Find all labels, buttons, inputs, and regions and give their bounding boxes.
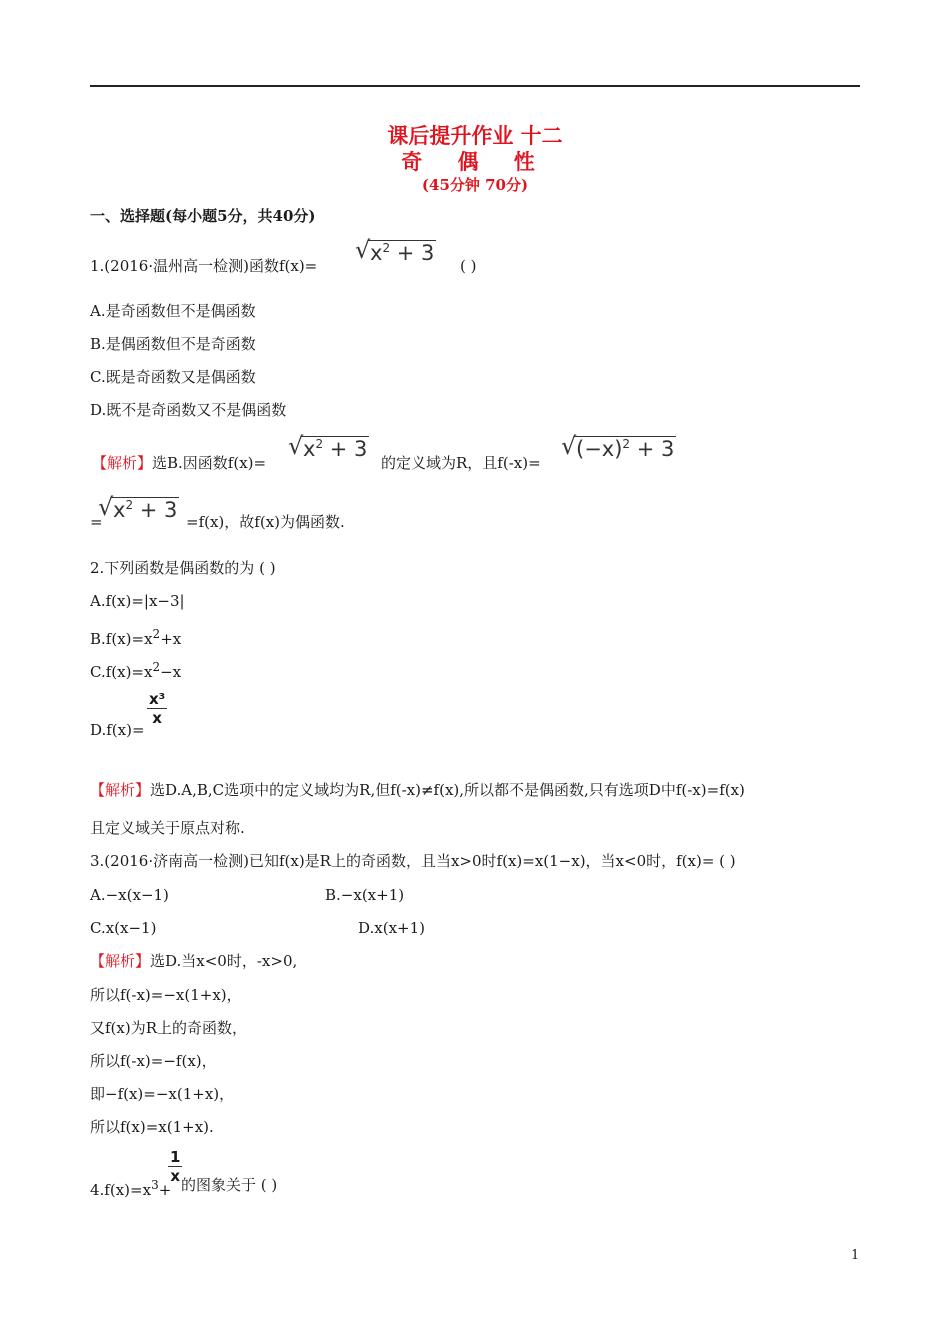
q3-option-d: D.x(x+1): [358, 919, 425, 937]
q1-option-b: B.是偶函数但不是奇函数: [90, 335, 256, 353]
q1-solution-sqrt-1: √ $x^2 + 3$: [288, 432, 368, 461]
q1-stem-text: 1.(2016·温州高一检测)函数f(x)=: [90, 257, 318, 275]
q3-solution-tag: 【解析】: [90, 952, 151, 970]
q3-solution-line2: 所以f(-x)=−x(1+x)，: [90, 986, 242, 1004]
q1-option-a: A.是奇函数但不是偶函数: [90, 302, 256, 320]
q4-fraction: $\frac{1}{x}$: [170, 1148, 181, 1185]
q1-stem: [90, 256, 317, 276]
q1-sqrt-expression: √ $x^2 + 3$: [355, 236, 435, 265]
q3-solution-line6: 所以f(x)=x(1+x).: [90, 1118, 214, 1136]
q1-solution-sqrt-2: √ $(-x)^2 + 3$: [561, 432, 675, 461]
q3-solution-line4: 所以f(-x)=−f(x)，: [90, 1052, 217, 1070]
q2-stem: 2.下列函数是偶函数的为 ( ): [90, 559, 276, 577]
q1-answer-paren: ( ): [460, 257, 477, 275]
q2-option-d-fraction: $\frac{\text{x³}}{x}$: [149, 690, 166, 727]
q1-option-c: C.既是奇函数又是偶函数: [90, 368, 256, 386]
q3-option-a: A.−x(x−1): [90, 886, 169, 904]
q4-stem-tail: 的图象关于 ( ): [181, 1176, 278, 1194]
q1-solution-equals: =: [90, 513, 103, 531]
q3-option-b: B.−x(x+1): [325, 886, 405, 904]
q2-option-b: $B.f(x)=x^2+x$: [90, 627, 182, 648]
q4-stem: $4.f(x)=x^3+$: [90, 1178, 172, 1199]
q2-option-c: $C.f(x)=x^2-x$: [90, 660, 182, 681]
q3-stem: 3.(2016·济南高一检测)已知f(x)是R上的奇函数，且当x>0时f(x)=x(1−x)，当x<0时，f(x)= ( ): [90, 852, 736, 870]
q2-solution-line2: 且定义域关于原点对称.: [90, 819, 245, 837]
time-score-meta: (45分钟 70分): [421, 176, 529, 194]
q3-solution-line3: 又f(x)为R上的奇函数，: [90, 1019, 248, 1037]
q3-solution-line1: 【解析】选D.当x<0时，-x>0,: [90, 952, 298, 970]
q2-option-a: A.f(x)=|x−3|: [90, 592, 185, 610]
q3-solution-line5: 即−f(x)=−x(1+x)，: [90, 1085, 235, 1103]
q3-option-c: C.x(x−1): [90, 919, 157, 937]
page-number: 1: [851, 1248, 860, 1263]
q2-solution-line1: 【解析】选D.A,B,C选项中的定义域均为R,但f(-x)≠f(x),所以都不是偶函数,只有选项D中f(-x)=f(x): [90, 781, 745, 799]
q1-solution-conclusion: =f(x)，故f(x)为偶函数.: [186, 513, 345, 531]
page-title: 课后提升作业 十二: [387, 123, 563, 148]
section-heading: 一、选择题(每小题5分，共40分): [90, 207, 316, 225]
q1-solution-domain-text: 的定义域为R，且f(-x)=: [381, 454, 541, 472]
q1-solution-tag: 【解析】: [92, 454, 153, 472]
top-rule: [90, 85, 860, 87]
q1-option-d: D.既不是奇函数又不是偶函数: [90, 401, 287, 419]
q2-option-d: D.f(x)=: [90, 721, 145, 739]
q1-solution-sqrt-3: √ $x^2 + 3$: [98, 493, 178, 522]
page-subtitle: 奇 偶 性: [401, 149, 549, 174]
q1-solution-line1: 【解析】选B.因函数f(x)=: [92, 454, 267, 472]
q2-solution-tag: 【解析】: [90, 781, 151, 799]
